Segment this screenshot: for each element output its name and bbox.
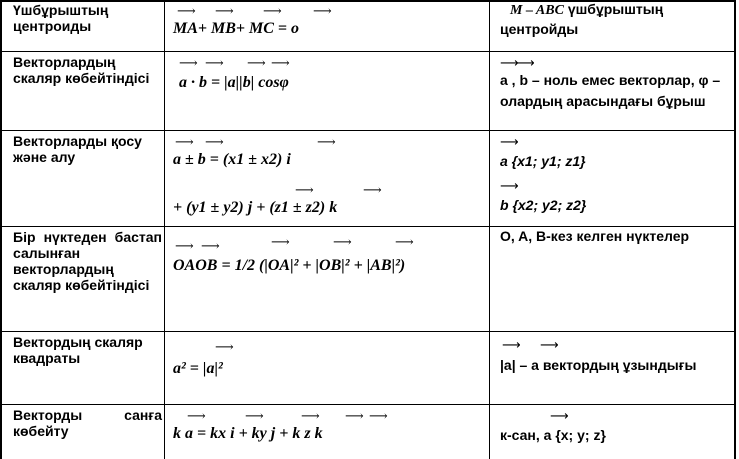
formula-cell — [165, 0, 489, 51]
vector-arrow-icon: ⟶ — [215, 339, 234, 354]
vector-arrow-icon: ⟶ — [187, 408, 206, 423]
vector-arrow-icon: ⟶ — [263, 3, 282, 18]
vector-arrow-icon: ⟶ — [550, 408, 569, 423]
term-text: Бір нүктеден бастап салынған векторлардың скаляр көбейтіндісі — [13, 229, 162, 293]
vector-arrow-icon: ⟶ — [500, 178, 519, 193]
term-cell — [0, 407, 162, 459]
vector-arrow-icon: ⟶ — [313, 3, 332, 18]
vector-arrow-icon: ⟶ — [395, 234, 414, 249]
formula-cell — [165, 52, 489, 130]
note-cell — [490, 332, 734, 404]
vector-arrow-icon: ⟶ — [516, 55, 535, 70]
note-text: O, A, B-кез келген нүктелер — [500, 228, 690, 244]
formula-text: a · b = |a||b| cosφ — [179, 74, 289, 91]
vector-arrow-icon: ⟶ — [205, 134, 224, 149]
note-text: a , b – ноль емес векторлар, φ – олардың арасындағы бұрыш — [500, 72, 721, 109]
vector-arrow-icon: ⟶ — [271, 234, 290, 249]
note-cell — [490, 405, 734, 459]
vector-arrow-icon: ⟶ — [175, 238, 194, 253]
note-cell — [490, 0, 734, 51]
formula-text: k a = kx i + ky j + k z k — [173, 425, 323, 442]
vector-arrow-icon: ⟶ — [317, 134, 336, 149]
formula-text: OAOB = 1/2 (|OA|² + |OB|² + |AB|²) — [173, 257, 406, 274]
note-cell — [490, 227, 734, 331]
term-text: Векторды санға көбейту — [13, 407, 162, 439]
vector-arrow-icon: ⟶ — [205, 55, 224, 70]
vector-arrow-icon: ⟶ — [215, 3, 234, 18]
term-text: Векторлардың скаляр көбейтіндісі — [13, 54, 150, 86]
vector-arrow-icon: ⟶ — [201, 238, 220, 253]
vector-arrow-icon: ⟶ — [295, 182, 314, 197]
note-text: үшбұрыштың центройды — [500, 1, 664, 37]
vector-arrow-icon: ⟶ — [271, 55, 290, 70]
vector-arrow-icon: ⟶ — [502, 337, 521, 352]
formula-cell — [165, 227, 489, 331]
vector-arrow-icon: ⟶ — [301, 408, 320, 423]
formula-cell — [165, 332, 489, 404]
note-cell — [490, 52, 734, 130]
term-text: Вектордың скаляр квадраты — [13, 334, 143, 366]
vector-arrow-icon: ⟶ — [500, 55, 519, 70]
vector-arrow-icon: ⟶ — [175, 134, 194, 149]
formula-line: a ± b = (x1 ± x2) i — [173, 151, 291, 168]
formula-text: MA+ MB+ MC = o — [173, 20, 300, 37]
term-cell — [0, 334, 164, 404]
note-cell — [490, 131, 734, 226]
vector-arrow-icon: ⟶ — [179, 55, 198, 70]
term-cell — [0, 54, 164, 130]
table-border-right — [734, 0, 736, 459]
formula-text: a² = |a|² — [173, 360, 223, 377]
note-prefix: M – ABC — [510, 3, 564, 18]
vector-arrow-icon: ⟶ — [500, 134, 519, 149]
vector-arrow-icon: ⟶ — [363, 182, 382, 197]
term-cell — [0, 229, 162, 331]
vector-arrow-icon: ⟶ — [245, 408, 264, 423]
term-text: Векторларды қосу және алу — [13, 133, 142, 165]
vector-arrow-icon: ⟶ — [247, 55, 266, 70]
vector-arrow-icon: ⟶ — [177, 3, 196, 18]
vector-arrow-icon: ⟶ — [345, 408, 364, 423]
term-cell — [0, 133, 164, 226]
term-text: Үшбұрыштың центроиды — [13, 2, 109, 34]
formula-line: + (y1 ± y2) j + (z1 ± z2) k — [173, 199, 338, 216]
note-text: |a| – a вектордың ұзындығы — [500, 357, 697, 373]
vector-arrow-icon: ⟶ — [540, 337, 559, 352]
formula-cell — [165, 405, 489, 459]
note-line: b {x2; y2; z2} — [500, 197, 587, 213]
vector-arrow-icon: ⟶ — [369, 408, 388, 423]
formula-cell — [165, 131, 489, 226]
note-line: a {x1; y1; z1} — [500, 153, 586, 169]
term-cell — [0, 2, 164, 51]
vector-arrow-icon: ⟶ — [333, 234, 352, 249]
note-text: к-сан, a {x; y; z} — [500, 427, 606, 443]
